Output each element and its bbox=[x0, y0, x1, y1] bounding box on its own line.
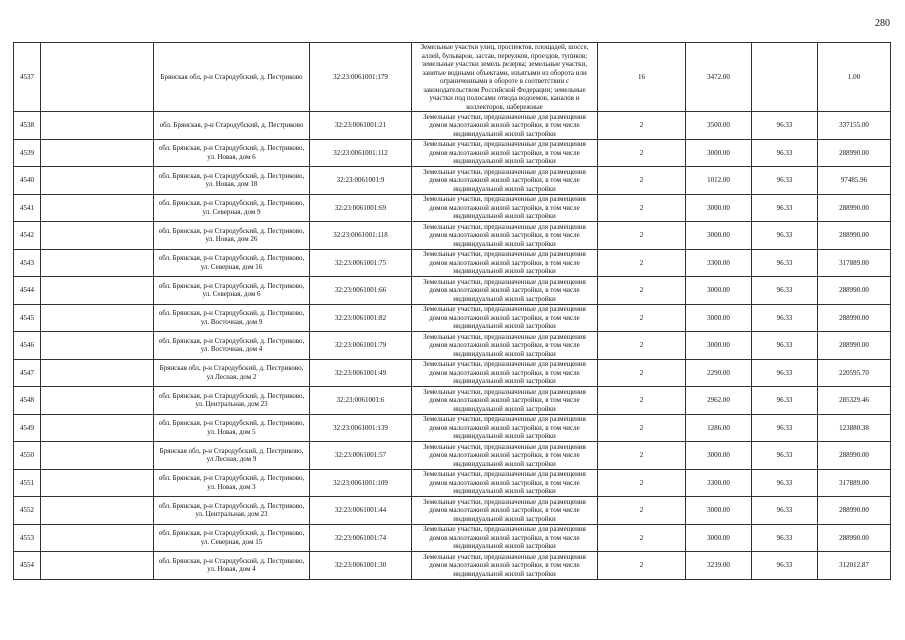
cadastral-value-cell: 288990.00 bbox=[818, 194, 891, 222]
row-number: 4537 bbox=[14, 43, 41, 112]
table-row bbox=[14, 194, 891, 222]
cadastral-value-cell: 317889.00 bbox=[818, 469, 891, 497]
table-row bbox=[14, 414, 891, 442]
address-cell: обл. Брянская, р-н Стародубский, д. Пестриково bbox=[154, 112, 310, 140]
row-number: 4550 bbox=[14, 442, 41, 470]
land-use-cell: Земельные участки, предназначенные для размещения домов малоэтажной жилой застройки, в том числе индивидуальной жилой застройки bbox=[412, 469, 598, 497]
group-cell: 2 bbox=[598, 359, 686, 387]
area-cell: 2290.00 bbox=[686, 359, 752, 387]
land-use-cell: Земельные участки, предназначенные для размещения домов малоэтажной жилой застройки, в том числе индивидуальной жилой застройки bbox=[412, 249, 598, 277]
land-use-cell: Земельные участки, предназначенные для размещения домов малоэтажной жилой застройки, в том числе индивидуальной жилой застройки bbox=[412, 304, 598, 332]
table-row bbox=[14, 249, 891, 277]
cadastral-value-cell: 97485.96 bbox=[818, 167, 891, 195]
row-number: 4554 bbox=[14, 552, 41, 580]
table-row bbox=[14, 524, 891, 552]
address-cell: обл. Брянская, р-н Стародубский, д. Пестриково, ул. Северная, дом 15 bbox=[154, 524, 310, 552]
address-cell: обл. Брянская, р-н Стародубский, д. Пестриково, ул. Восточная, дом 9 bbox=[154, 304, 310, 332]
land-use-cell: Земельные участки, предназначенные для размещения домов малоэтажной жилой застройки, в том числе индивидуальной жилой застройки bbox=[412, 552, 598, 580]
area-cell: 3000.00 bbox=[686, 442, 752, 470]
area-cell: 3300.00 bbox=[686, 469, 752, 497]
specific-value-cell: 96.33 bbox=[752, 222, 818, 250]
table-row bbox=[14, 359, 891, 387]
group-cell: 2 bbox=[598, 167, 686, 195]
cadastral-value-cell: 288990.00 bbox=[818, 332, 891, 360]
group-cell: 2 bbox=[598, 277, 686, 305]
specific-value-cell: 96.33 bbox=[752, 524, 818, 552]
group-cell: 2 bbox=[598, 414, 686, 442]
area-cell: 3000.00 bbox=[686, 277, 752, 305]
area-cell: 3239.00 bbox=[686, 552, 752, 580]
land-use-cell: Земельные участки, предназначенные для размещения домов малоэтажной жилой застройки, в том числе индивидуальной жилой застройки bbox=[412, 359, 598, 387]
group-cell: 2 bbox=[598, 139, 686, 167]
cadastral-value-cell: 288990.00 bbox=[818, 139, 891, 167]
cadastral-number-cell: 32:23:0061001:75 bbox=[310, 249, 412, 277]
blank-cell bbox=[41, 332, 154, 360]
blank-cell bbox=[41, 194, 154, 222]
land-use-cell: Земельные участки, предназначенные для размещения домов малоэтажной жилой застройки, в том числе индивидуальной жилой застройки bbox=[412, 524, 598, 552]
cadastral-number-cell: 32:23:0061001:66 bbox=[310, 277, 412, 305]
cadastral-number-cell: 32:23:0061001:112 bbox=[310, 139, 412, 167]
specific-value-cell: 96.33 bbox=[752, 332, 818, 360]
group-cell: 2 bbox=[598, 194, 686, 222]
land-use-cell: Земельные участки, предназначенные для размещения домов малоэтажной жилой застройки, в том числе индивидуальной жилой застройки bbox=[412, 414, 598, 442]
blank-cell bbox=[41, 277, 154, 305]
area-cell: 1012.00 bbox=[686, 167, 752, 195]
address-cell: обл. Брянская, р-н Стародубский, д. Пестриково, ул. Новая, дом 3 bbox=[154, 469, 310, 497]
specific-value-cell: 96.33 bbox=[752, 167, 818, 195]
row-number: 4542 bbox=[14, 222, 41, 250]
table-row bbox=[14, 442, 891, 470]
blank-cell bbox=[41, 43, 154, 112]
group-cell: 2 bbox=[598, 332, 686, 360]
blank-cell bbox=[41, 359, 154, 387]
land-use-cell: Земельные участки, предназначенные для размещения домов малоэтажной жилой застройки, в том числе индивидуальной жилой застройки bbox=[412, 139, 598, 167]
table-row bbox=[14, 387, 891, 415]
cadastral-value-table bbox=[13, 42, 891, 580]
blank-cell bbox=[41, 414, 154, 442]
row-number: 4549 bbox=[14, 414, 41, 442]
area-cell: 2962.00 bbox=[686, 387, 752, 415]
row-number: 4548 bbox=[14, 387, 41, 415]
blank-cell bbox=[41, 442, 154, 470]
row-number: 4538 bbox=[14, 112, 41, 140]
land-use-cell: Земельные участки, предназначенные для размещения домов малоэтажной жилой застройки, в том числе индивидуальной жилой застройки bbox=[412, 112, 598, 140]
specific-value-cell: 96.33 bbox=[752, 497, 818, 525]
group-cell: 2 bbox=[598, 552, 686, 580]
blank-cell bbox=[41, 112, 154, 140]
page-number: 280 bbox=[875, 18, 890, 29]
row-number: 4540 bbox=[14, 167, 41, 195]
row-number: 4551 bbox=[14, 469, 41, 497]
group-cell: 2 bbox=[598, 112, 686, 140]
address-cell: обл. Брянская, р-н Стародубский, д. Пестриково, ул. Северная, дом 6 bbox=[154, 277, 310, 305]
area-cell: 3500.00 bbox=[686, 112, 752, 140]
cadastral-number-cell: 32:23:0061001:57 bbox=[310, 442, 412, 470]
area-cell: 3000.00 bbox=[686, 222, 752, 250]
cadastral-number-cell: 32:23:0061001:49 bbox=[310, 359, 412, 387]
table-row bbox=[14, 497, 891, 525]
area-cell: 3000.00 bbox=[686, 139, 752, 167]
address-cell: обл. Брянская, р-н Стародубский, д. Пестриково, ул. Центральная, дом 23 bbox=[154, 497, 310, 525]
specific-value-cell: 96.33 bbox=[752, 359, 818, 387]
cadastral-number-cell: 32:23:0061001:74 bbox=[310, 524, 412, 552]
cadastral-value-cell: 1.00 bbox=[818, 43, 891, 112]
specific-value-cell bbox=[752, 43, 818, 112]
blank-cell bbox=[41, 524, 154, 552]
cadastral-value-cell: 288990.00 bbox=[818, 497, 891, 525]
land-use-cell: Земельные участки улиц, проспектов, площадей, шоссе, аллей, бульваров, застав, переулков, проездов, тупиков; земельные участки земель резерва; земельные участки, занятые водными объектами, изъятыми из оборота или ограниченными в обороте в соответствии с законодательством Российской Федерации; земельные участки под полосами отвода водоемов, каналов и коллекторов, набережные bbox=[412, 43, 598, 112]
blank-cell bbox=[41, 167, 154, 195]
specific-value-cell: 96.33 bbox=[752, 249, 818, 277]
land-use-cell: Земельные участки, предназначенные для размещения домов малоэтажной жилой застройки, в том числе индивидуальной жилой застройки bbox=[412, 442, 598, 470]
row-number: 4552 bbox=[14, 497, 41, 525]
blank-cell bbox=[41, 552, 154, 580]
area-cell: 3000.00 bbox=[686, 497, 752, 525]
cadastral-number-cell: 32:23:0061001:179 bbox=[310, 43, 412, 112]
blank-cell bbox=[41, 469, 154, 497]
address-cell: обл. Брянская, р-н Стародубский, д. Пестриково, ул. Новая, дом 6 bbox=[154, 139, 310, 167]
row-number: 4543 bbox=[14, 249, 41, 277]
row-number: 4544 bbox=[14, 277, 41, 305]
cadastral-value-cell: 317889.00 bbox=[818, 249, 891, 277]
group-cell: 2 bbox=[598, 497, 686, 525]
address-cell: обл. Брянская, р-н Стародубский, д. Пестриково, ул. Новая, дом 4 bbox=[154, 552, 310, 580]
cadastral-value-cell: 288990.00 bbox=[818, 222, 891, 250]
cadastral-number-cell: 32:23:0061001:79 bbox=[310, 332, 412, 360]
table-body bbox=[14, 43, 891, 580]
table-row bbox=[14, 139, 891, 167]
group-cell: 2 bbox=[598, 469, 686, 497]
cadastral-value-cell: 288990.00 bbox=[818, 524, 891, 552]
land-use-cell: Земельные участки, предназначенные для размещения домов малоэтажной жилой застройки, в том числе индивидуальной жилой застройки bbox=[412, 332, 598, 360]
table-row bbox=[14, 469, 891, 497]
land-use-cell: Земельные участки, предназначенные для размещения домов малоэтажной жилой застройки, в том числе индивидуальной жилой застройки bbox=[412, 497, 598, 525]
specific-value-cell: 96.33 bbox=[752, 194, 818, 222]
area-cell: 3000.00 bbox=[686, 304, 752, 332]
blank-cell bbox=[41, 497, 154, 525]
cadastral-number-cell: 32:23:0061001:6 bbox=[310, 387, 412, 415]
cadastral-number-cell: 32:23:0061001:139 bbox=[310, 414, 412, 442]
blank-cell bbox=[41, 249, 154, 277]
group-cell: 2 bbox=[598, 524, 686, 552]
address-cell: обл. Брянская, р-н Стародубский, д. Пестриково, ул. Центральная, дом 23 bbox=[154, 387, 310, 415]
cadastral-number-cell: 32:23:0061001:44 bbox=[310, 497, 412, 525]
specific-value-cell: 96.33 bbox=[752, 552, 818, 580]
blank-cell bbox=[41, 387, 154, 415]
row-number: 4547 bbox=[14, 359, 41, 387]
area-cell: 3300.00 bbox=[686, 249, 752, 277]
row-number: 4539 bbox=[14, 139, 41, 167]
cadastral-number-cell: 32:23:0061001:21 bbox=[310, 112, 412, 140]
blank-cell bbox=[41, 304, 154, 332]
cadastral-number-cell: 32:23:0061001:118 bbox=[310, 222, 412, 250]
group-cell: 2 bbox=[598, 222, 686, 250]
table-row bbox=[14, 112, 891, 140]
address-cell: Брянская обл, р-н Стародубский, д. Пестриково bbox=[154, 43, 310, 112]
address-cell: Брянская обл, р-н Стародубский, д. Пестриково, ул Лесная, дом 2 bbox=[154, 359, 310, 387]
group-cell: 16 bbox=[598, 43, 686, 112]
row-number: 4541 bbox=[14, 194, 41, 222]
group-cell: 2 bbox=[598, 387, 686, 415]
land-use-cell: Земельные участки, предназначенные для размещения домов малоэтажной жилой застройки, в том числе индивидуальной жилой застройки bbox=[412, 222, 598, 250]
area-cell: 3000.00 bbox=[686, 524, 752, 552]
table-row bbox=[14, 332, 891, 360]
cadastral-number-cell: 32:23:0061001:9 bbox=[310, 167, 412, 195]
specific-value-cell: 96.33 bbox=[752, 139, 818, 167]
table-row bbox=[14, 43, 891, 112]
cadastral-number-cell: 32:23:0061001:69 bbox=[310, 194, 412, 222]
address-cell: Брянская обл, р-н Стародубский, д. Пестриково, ул Лесная, дом 9 bbox=[154, 442, 310, 470]
blank-cell bbox=[41, 222, 154, 250]
table-row bbox=[14, 167, 891, 195]
table-row bbox=[14, 304, 891, 332]
row-number: 4545 bbox=[14, 304, 41, 332]
blank-cell bbox=[41, 139, 154, 167]
area-cell: 3000.00 bbox=[686, 332, 752, 360]
specific-value-cell: 96.33 bbox=[752, 442, 818, 470]
address-cell: обл. Брянская, р-н Стародубский, д. Пестриково, ул. Восточная, дом 4 bbox=[154, 332, 310, 360]
address-cell: обл. Брянская, р-н Стародубский, д. Пестриково, ул. Новая, дом 5 bbox=[154, 414, 310, 442]
group-cell: 2 bbox=[598, 249, 686, 277]
cadastral-value-cell: 288990.00 bbox=[818, 277, 891, 305]
specific-value-cell: 96.33 bbox=[752, 387, 818, 415]
cadastral-value-cell: 288990.00 bbox=[818, 442, 891, 470]
land-use-cell: Земельные участки, предназначенные для размещения домов малоэтажной жилой застройки, в том числе индивидуальной жилой застройки bbox=[412, 167, 598, 195]
area-cell: 3000.00 bbox=[686, 194, 752, 222]
cadastral-value-cell: 220595.70 bbox=[818, 359, 891, 387]
address-cell: обл. Брянская, р-н Стародубский, д. Пестриково, ул. Северная, дом 16 bbox=[154, 249, 310, 277]
address-cell: обл. Брянская, р-н Стародубский, д. Пестриково, ул. Новая, дом 18 bbox=[154, 167, 310, 195]
area-cell: 3472.00 bbox=[686, 43, 752, 112]
group-cell: 2 bbox=[598, 304, 686, 332]
cadastral-value-cell: 288990.00 bbox=[818, 304, 891, 332]
cadastral-number-cell: 32:23:0061001:30 bbox=[310, 552, 412, 580]
cadastral-number-cell: 32:23:0061001:82 bbox=[310, 304, 412, 332]
specific-value-cell: 96.33 bbox=[752, 277, 818, 305]
table-row bbox=[14, 552, 891, 580]
address-cell: обл. Брянская, р-н Стародубский, д. Пестриково, ул. Северная, дом 9 bbox=[154, 194, 310, 222]
cadastral-value-cell: 312012.87 bbox=[818, 552, 891, 580]
cadastral-value-cell: 123880.38 bbox=[818, 414, 891, 442]
cadastral-value-cell: 285329.46 bbox=[818, 387, 891, 415]
group-cell: 2 bbox=[598, 442, 686, 470]
land-use-cell: Земельные участки, предназначенные для размещения домов малоэтажной жилой застройки, в том числе индивидуальной жилой застройки bbox=[412, 387, 598, 415]
cadastral-value-cell: 337155.00 bbox=[818, 112, 891, 140]
table-row bbox=[14, 277, 891, 305]
specific-value-cell: 96.33 bbox=[752, 469, 818, 497]
cadastral-number-cell: 32:23:0061001:109 bbox=[310, 469, 412, 497]
row-number: 4553 bbox=[14, 524, 41, 552]
specific-value-cell: 96.33 bbox=[752, 414, 818, 442]
specific-value-cell: 96.33 bbox=[752, 112, 818, 140]
table-row bbox=[14, 222, 891, 250]
land-use-cell: Земельные участки, предназначенные для размещения домов малоэтажной жилой застройки, в том числе индивидуальной жилой застройки bbox=[412, 194, 598, 222]
land-use-cell: Земельные участки, предназначенные для размещения домов малоэтажной жилой застройки, в том числе индивидуальной жилой застройки bbox=[412, 277, 598, 305]
address-cell: обл. Брянская, р-н Стародубский, д. Пестриково, ул. Новая, дом 26 bbox=[154, 222, 310, 250]
specific-value-cell: 96.33 bbox=[752, 304, 818, 332]
row-number: 4546 bbox=[14, 332, 41, 360]
area-cell: 1286.00 bbox=[686, 414, 752, 442]
